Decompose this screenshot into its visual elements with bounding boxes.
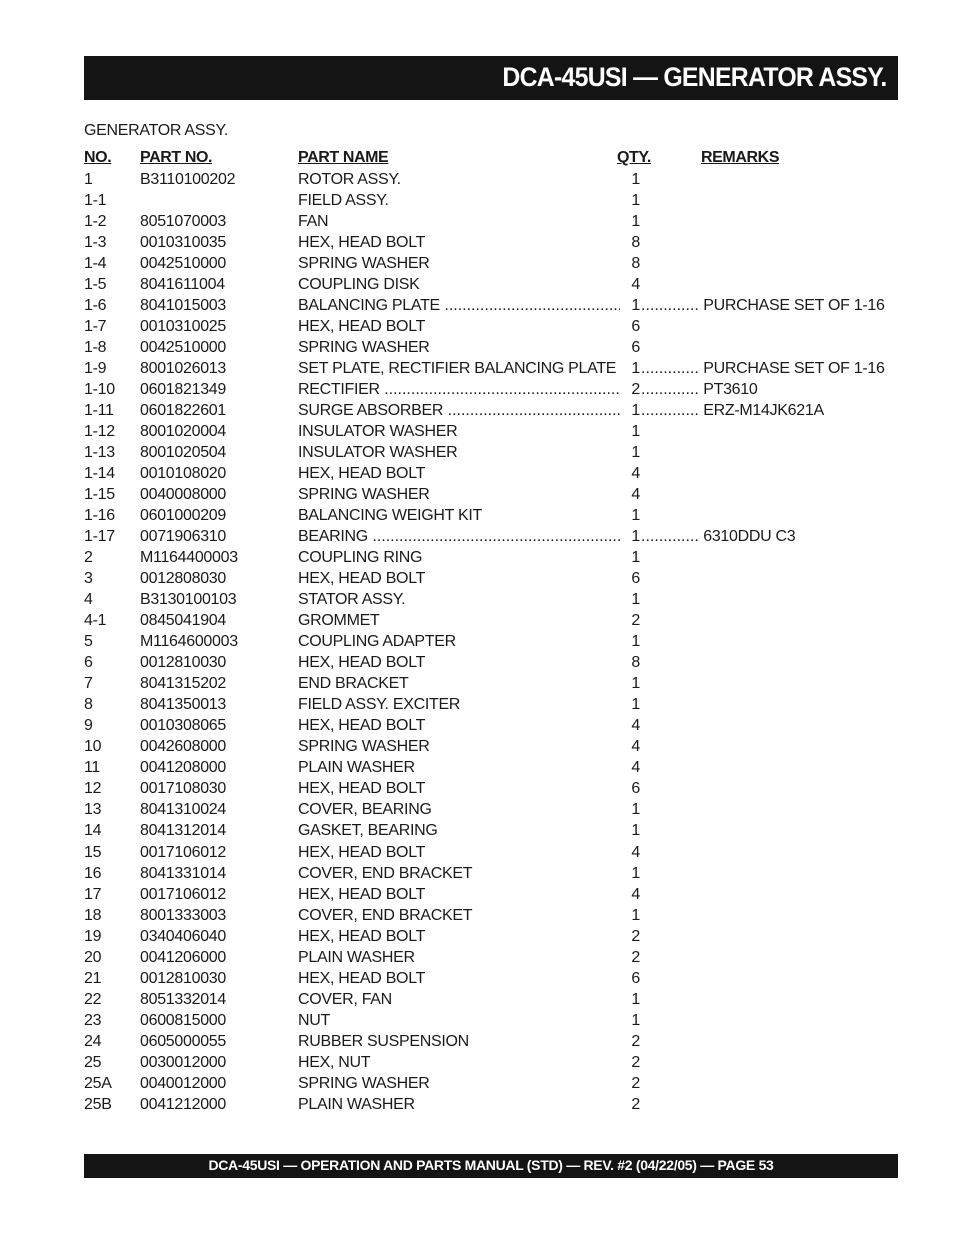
part-number: 0010310025 [140,318,226,336]
part-qty: 6 [620,969,640,988]
part-number: B3130100103 [140,591,237,609]
part-qty: 8 [620,254,640,273]
part-name: RECTIFIER ..... [298,380,628,399]
part-qty: 6 [620,338,640,357]
part-name: HEX, HEAD BOLT [298,843,426,861]
table-row [0,443,954,464]
part-name: SPRING WASHER [298,486,430,504]
part-qty: 2 [620,1053,640,1072]
part-name: HEX, HEAD BOLT [298,570,426,588]
title-bar [84,56,898,100]
table-row [0,1095,954,1116]
part-qty: 2 [620,380,640,399]
part-number-index: 1-8 [84,339,107,357]
part-qty: 1 [620,359,640,378]
part-number: B3110100202 [140,171,236,188]
part-number-index: 25 [84,1053,102,1071]
table-row [0,990,954,1011]
part-qty: 1 [620,906,640,925]
part-number: 0042510000 [140,255,226,273]
part-number-index: 1-13 [84,444,115,462]
part-number-index: 1-2 [84,213,107,231]
part-name: FIELD ASSY. [298,192,389,210]
part-number: 0010108020 [140,465,226,483]
part-name: HEX, HEAD BOLT [298,885,426,903]
part-number-index: 15 [84,843,102,861]
table-row [0,338,954,359]
part-qty: 1 [620,674,640,693]
part-name: FAN [298,213,329,231]
table-row [0,1053,954,1074]
part-qty: 1 [620,1011,640,1030]
part-name: SPRING WASHER [298,339,430,357]
part-qty: 4 [620,843,640,862]
part-number-index: 1 [84,171,93,188]
part-qty: 4 [620,885,640,904]
part-name: COVER, BEARING [298,801,432,819]
part-qty: 6 [620,317,640,336]
part-name: BALANCING WEIGHT KIT [298,507,482,525]
part-name: STATOR ASSY. [298,591,406,609]
part-number: 8001026013 [140,360,226,378]
part-qty: 4 [620,758,640,777]
part-number-index: 8 [84,696,93,714]
table-row [0,590,954,611]
part-number-index: 1-4 [84,255,107,273]
part-number: M1164400003 [140,549,238,567]
part-name: HEX, HEAD BOLT [298,465,426,483]
footer-bar [84,1154,898,1178]
part-number-index: 17 [84,885,102,903]
parts-table [0,170,954,1116]
part-name: INSULATOR WASHER [298,444,458,462]
part-number-index: 1-17 [84,528,115,546]
part-number: 0010308065 [140,717,226,735]
part-number-index: 13 [84,801,102,819]
part-number-index: 14 [84,822,102,840]
part-number-index: 1-7 [84,318,107,336]
part-number: 8041310024 [140,801,226,819]
part-number-index: 4 [84,591,93,609]
part-qty: 1 [620,821,640,840]
part-number: 0017106012 [140,843,226,861]
part-number-index: 11 [84,759,101,777]
part-number: 8051332014 [140,990,226,1008]
part-qty: 2 [620,1095,640,1114]
table-row [0,821,954,842]
part-number: 0340406040 [140,927,226,945]
part-name: FIELD ASSY. EXCITER [298,696,461,714]
table-row [0,233,954,254]
part-qty: 2 [620,611,640,630]
part-qty: 4 [620,737,640,756]
part-qty: 1 [620,191,640,210]
part-name: SET PLATE, RECTIFIER BALANCING PLATE ..... [298,359,628,378]
table-row [0,191,954,212]
table-row [0,464,954,485]
part-qty: 1 [620,422,640,441]
table-row [0,212,954,233]
part-name: NUT [298,1011,330,1029]
part-number: 8001020504 [140,444,226,462]
table-row [0,506,954,527]
part-name: END BRACKET [298,675,409,693]
part-number: 0012810030 [140,654,226,672]
part-number-index: 9 [84,717,93,735]
part-qty: 4 [620,716,640,735]
part-name: HEX, HEAD BOLT [298,927,426,945]
part-qty: 2 [620,948,640,967]
footer-text: DCA-45USI — OPERATION AND PARTS MANUAL (STD) — REV. #2 (04/22/05) — PAGE 53 [208,1157,774,1173]
part-qty: 4 [620,485,640,504]
part-number: 8041015003 [140,297,226,315]
part-name: PLAIN WASHER [298,948,415,966]
part-number: 0017106012 [140,885,226,903]
part-qty: 1 [620,864,640,883]
table-row [0,380,954,401]
part-name: COUPLING DISK [298,276,420,294]
part-number-index: 16 [84,864,102,882]
part-number-index: 1-15 [84,486,115,504]
part-qty: 4 [620,464,640,483]
part-qty: 1 [620,296,640,315]
part-number: 0012808030 [140,570,226,588]
part-qty: 6 [620,779,640,798]
part-number: 0042608000 [140,738,226,756]
part-number-index: 23 [84,1011,102,1029]
table-row [0,800,954,821]
part-remarks: ..... 6310DDU C3 [641,527,795,546]
part-number: 8041315202 [140,675,226,693]
part-qty: 6 [620,569,640,588]
part-name: RUBBER SUSPENSION [298,1032,469,1050]
part-number: 0071906310 [140,528,226,546]
part-number: 8001333003 [140,906,226,924]
part-qty: 2 [620,1074,640,1093]
table-row [0,1011,954,1032]
table-row [0,843,954,864]
part-number: 0041208000 [140,759,226,777]
part-remarks: ..... ERZ-M14JK621A [641,401,824,420]
table-row [0,359,954,380]
part-qty: 1 [620,170,640,189]
part-number: 0601000209 [140,507,226,525]
column-header-remarks: REMARKS [701,149,780,166]
table-row [0,1032,954,1053]
part-number: 0010310035 [140,234,226,252]
part-name: SPRING WASHER [298,738,430,756]
part-qty: 2 [620,927,640,946]
part-qty: 1 [620,632,640,651]
table-row [0,296,954,317]
table-row [0,779,954,800]
part-qty: 8 [620,653,640,672]
part-number: 0017108030 [140,780,226,798]
part-name: SURGE ABSORBER ..... [298,401,628,420]
part-number-index: 1-10 [84,381,115,399]
table-row [0,317,954,338]
part-number: 0012810030 [140,969,226,987]
table-row [0,927,954,948]
part-number: 8041350013 [140,696,226,714]
table-row [0,170,954,191]
part-number-index: 1-14 [84,465,115,483]
part-number-index: 1-9 [84,360,107,378]
column-header-no: NO. [84,149,112,166]
part-name: HEX, HEAD BOLT [298,717,426,735]
part-name: HEX, HEAD BOLT [298,969,426,987]
part-number: 8041611004 [140,276,225,294]
part-name: BALANCING PLATE ..... [298,296,628,315]
part-number: 0040012000 [140,1074,226,1092]
table-row [0,948,954,969]
table-row [0,569,954,590]
table-row [0,548,954,569]
part-name: COUPLING RING [298,549,423,567]
table-row [0,969,954,990]
part-name: COVER, END BRACKET [298,906,473,924]
part-qty: 1 [620,443,640,462]
part-name: SPRING WASHER [298,255,430,273]
part-qty: 1 [620,590,640,609]
column-header-part-no: PART NO. [140,149,213,166]
table-row [0,632,954,653]
table-row [0,674,954,695]
part-name: GASKET, BEARING [298,822,438,840]
part-name: BEARING ..... [298,527,628,546]
part-number: 0042510000 [140,339,226,357]
part-number-index: 18 [84,906,102,924]
table-row [0,737,954,758]
part-name: COUPLING ADAPTER [298,633,456,651]
part-name: GROMMET [298,612,380,630]
table-row [0,401,954,422]
part-number-index: 20 [84,948,102,966]
part-number: 0030012000 [140,1053,226,1071]
section-label: GENERATOR ASSY. [84,122,229,139]
part-number-index: 3 [84,570,93,588]
part-number: 8001020004 [140,423,226,441]
part-number: 0605000055 [140,1032,226,1050]
part-qty: 1 [620,506,640,525]
part-number: 0041206000 [140,948,226,966]
part-number: 0040008000 [140,486,226,504]
part-number-index: 25B [84,1095,112,1113]
part-name: SPRING WASHER [298,1074,430,1092]
part-qty: 1 [620,548,640,567]
part-name: HEX, NUT [298,1053,371,1071]
part-qty: 1 [620,990,640,1009]
table-row [0,885,954,906]
part-number-index: 7 [84,675,93,693]
table-row [0,864,954,885]
part-number-index: 4-1 [84,612,107,630]
part-qty: 1 [620,527,640,546]
part-number-index: 1-3 [84,234,107,252]
table-row [0,716,954,737]
part-number-index: 1-11 [84,402,114,420]
part-name: ROTOR ASSY. [298,171,401,188]
table-row [0,275,954,296]
part-name: PLAIN WASHER [298,759,415,777]
table-row [0,254,954,275]
part-name: INSULATOR WASHER [298,423,458,441]
part-qty: 2 [620,1032,640,1051]
part-name: PLAIN WASHER [298,1095,415,1113]
part-remarks: ..... PURCHASE SET OF 1-16 [641,296,885,315]
part-number: 0600815000 [140,1011,226,1029]
part-name: COVER, FAN [298,990,392,1008]
page-title: DCA-45USI — GENERATOR ASSY. [501,62,886,92]
part-qty: 1 [620,695,640,714]
part-number-index: 5 [84,633,93,651]
table-row [0,653,954,674]
table-row [0,611,954,632]
part-number: 0601821349 [140,381,226,399]
part-name: HEX, HEAD BOLT [298,780,426,798]
part-qty: 8 [620,233,640,252]
part-number: 8041312014 [140,822,226,840]
column-header-qty: QTY. [617,149,651,166]
part-number-index: 1-1 [84,192,107,210]
part-number-index: 1-5 [84,276,107,294]
part-qty: 4 [620,275,640,294]
part-number-index: 25A [84,1074,112,1092]
part-number-index: 19 [84,927,102,945]
part-number-index: 22 [84,990,102,1008]
table-row [0,906,954,927]
part-number-index: 10 [84,738,102,756]
part-name: HEX, HEAD BOLT [298,318,426,336]
part-number-index: 1-6 [84,297,107,315]
table-row [0,758,954,779]
part-number: 8051070003 [140,213,226,231]
table-row [0,695,954,716]
column-header-part-name: PART NAME [298,149,389,166]
part-name: HEX, HEAD BOLT [298,234,426,252]
part-qty: 1 [620,212,640,231]
table-row [0,422,954,443]
part-remarks: ..... PT3610 [641,380,757,399]
part-number-index: 1-12 [84,423,115,441]
part-number-index: 12 [84,780,102,798]
part-number-index: 6 [84,654,93,672]
part-remarks: ..... PURCHASE SET OF 1-16 [641,359,885,378]
table-row [0,485,954,506]
part-qty: 1 [620,800,640,819]
part-name: COVER, END BRACKET [298,864,473,882]
table-row [0,527,954,548]
part-number-index: 1-16 [84,507,115,525]
part-name: HEX, HEAD BOLT [298,654,426,672]
part-qty: 1 [620,401,640,420]
part-number-index: 24 [84,1032,102,1050]
part-number: 8041331014 [140,864,226,882]
part-number: 0041212000 [140,1095,226,1113]
part-number: M1164600003 [140,633,238,651]
table-row [0,1074,954,1095]
part-number: 0845041904 [140,612,226,630]
part-number-index: 21 [84,969,102,987]
part-number: 0601822601 [140,402,226,420]
part-number-index: 2 [84,549,93,567]
